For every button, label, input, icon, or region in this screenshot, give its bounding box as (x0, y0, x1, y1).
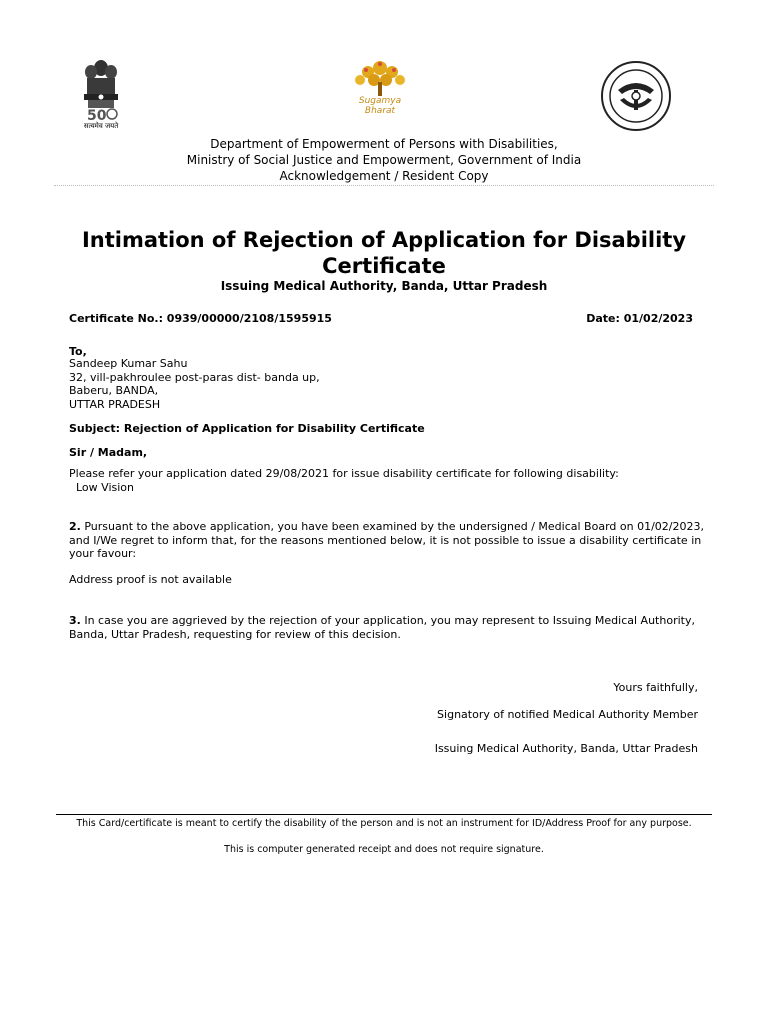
salutation: Sir / Madam, (69, 446, 148, 459)
header-line-1: Department of Empowerment of Persons with Disabilities, (210, 137, 558, 151)
rejection-reason: Address proof is not available (69, 573, 232, 586)
address-line-2: Baberu, BANDA, (69, 384, 159, 397)
address-line-3: UTTAR PRADESH (69, 397, 161, 411)
recipient-name: Sandeep Kumar Sahu (69, 357, 188, 370)
paragraph-3-text: In case you are aggrieved by the rejection of your application, you may represent to Issuing Medical Authority, Banda, Uttar Pradesh, requesting for review of this decision. (69, 614, 695, 641)
footer-computer-generated-note: This is computer generated receipt and does not require signature. (224, 844, 544, 855)
paragraph-3 (69, 614, 709, 641)
subject-line: Subject: Rejection of Application for Disability Certificate (69, 422, 425, 435)
department-header (0, 136, 768, 184)
signatory-text: Signatory of notified Medical Authority Member (437, 708, 698, 721)
paragraph-2 (69, 520, 709, 561)
paragraph-2-number: 2. (69, 520, 81, 533)
center-logo-text: Sugamya Bharat (358, 96, 402, 116)
national-emblem-logo (78, 58, 124, 134)
sugamya-bharat-logo (342, 58, 418, 124)
recipient-address (69, 357, 320, 411)
document-title: Intimation of Rejection of Application for Disability Certificate (81, 228, 687, 278)
closing-text: Yours faithfully, (613, 681, 698, 694)
to-label: To, (69, 345, 87, 358)
header-divider (54, 185, 714, 186)
ashoka-emblem-icon (78, 58, 124, 122)
document-subtitle: Issuing Medical Authority, Banda, Uttar Pradesh (220, 279, 548, 293)
paragraph-2-text: Pursuant to the above application, you have been examined by the undersigned / Medical Board on 01/02/2023, and I/We regret to inform that, for the reasons mentioned below, it is not possible to issue a disability certificate in your favour: (69, 520, 704, 560)
emblem-motto: सत्यमेव जयते (83, 122, 119, 130)
footer-divider (56, 814, 712, 815)
state-seal-icon (600, 60, 672, 132)
header-line-3: Acknowledgement / Resident Copy (279, 169, 489, 183)
document-date: Date: 01/02/2023 (586, 312, 693, 325)
certificate-number: Certificate No.: 0939/00000/2108/1595915 (69, 312, 332, 325)
header-line-2: Ministry of Social Justice and Empowerment, Government of India (186, 153, 582, 167)
paragraph-3-number: 3. (69, 614, 81, 627)
disability-type: Low Vision (76, 481, 134, 494)
footer-disclaimer: This Card/certificate is meant to certify the disability of the person and is not an instrument for ID/Address Proof for any purpose. (76, 818, 692, 829)
uttar-pradesh-seal-logo (600, 60, 672, 132)
authority-text: Issuing Medical Authority, Banda, Uttar Pradesh (434, 742, 698, 755)
address-line-1: 32, vill-pakhroulee post-paras dist- banda up, (69, 370, 320, 384)
svg-text:50: 50 (87, 108, 107, 122)
paragraph-1: Please refer your application dated 29/08/2021 for issue disability certificate for following disability: (69, 467, 619, 480)
